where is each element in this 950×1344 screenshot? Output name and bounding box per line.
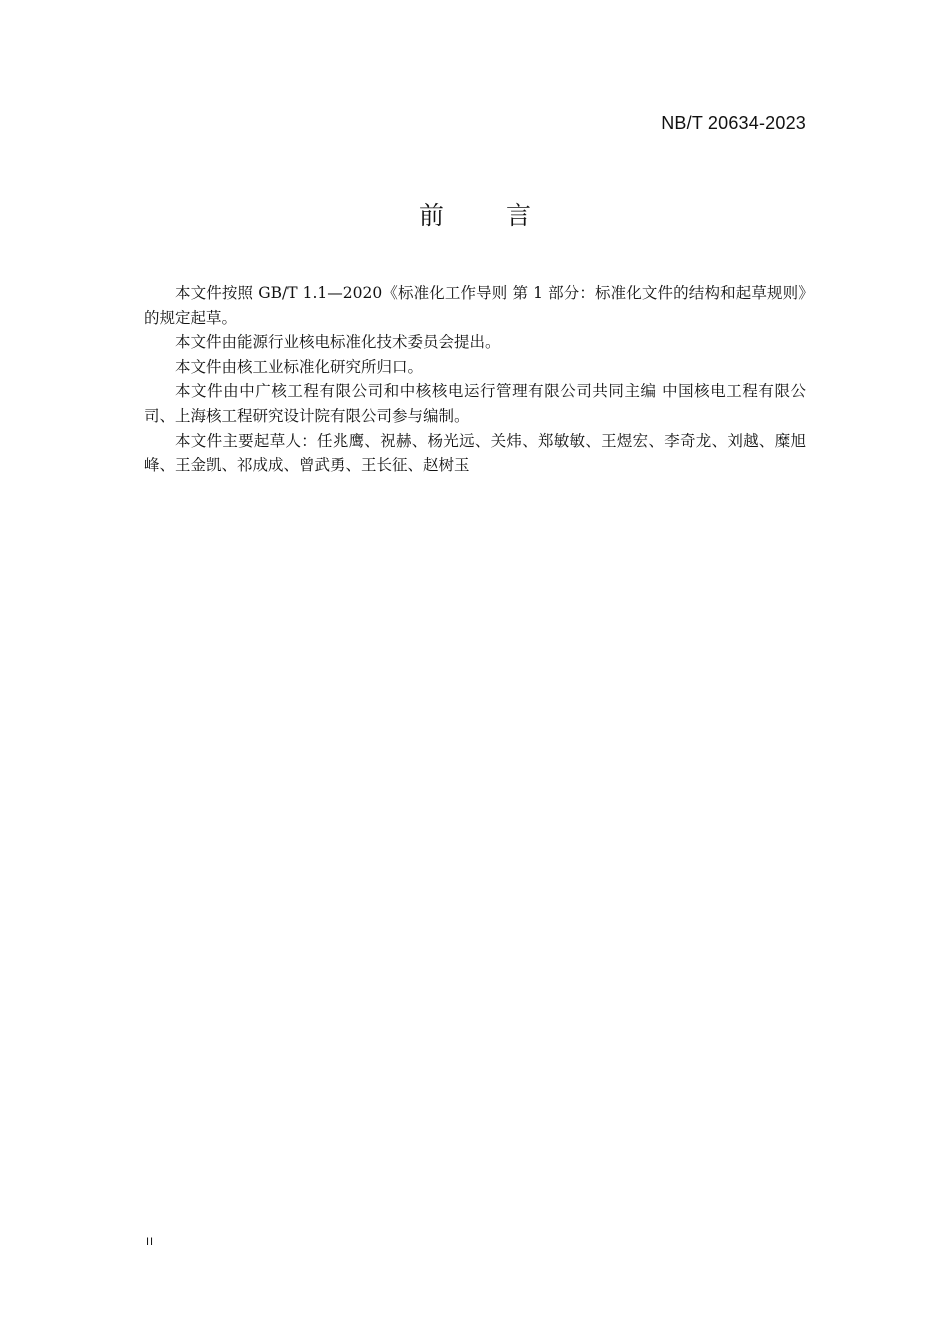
paragraph-drafting-rules: 本文件按照 GB/T 1.1—2020《标准化工作导则 第 1 部分：标准化文件的结构和起草规则》的规定起草。 <box>144 284 806 327</box>
paragraph-editors: 本文件由中广核工程有限公司和中核核电运行管理有限公司共同主编 中国核电工程有限公司、上海核工程研究设计院有限公司参与编制。 <box>144 382 806 425</box>
page-number: II <box>146 1236 155 1248</box>
paragraph-administrator: 本文件由核工业标准化研究所归口。 <box>175 357 424 376</box>
paragraph-drafters: 本文件主要起草人：任兆鹰、祝赫、杨光远、关炜、郑敏敏、王煜宏、李奇龙、刘越、糜旭峰、王金凯、祁成成、曾武勇、王长征、赵树玉 <box>144 431 806 475</box>
page-title: 前言 <box>418 201 593 230</box>
foreword-body <box>144 281 806 478</box>
document-number: NB/T 20634-2023 <box>661 113 806 133</box>
paragraph-proposer: 本文件由能源行业核电标准化技术委员会提出。 <box>175 333 501 352</box>
